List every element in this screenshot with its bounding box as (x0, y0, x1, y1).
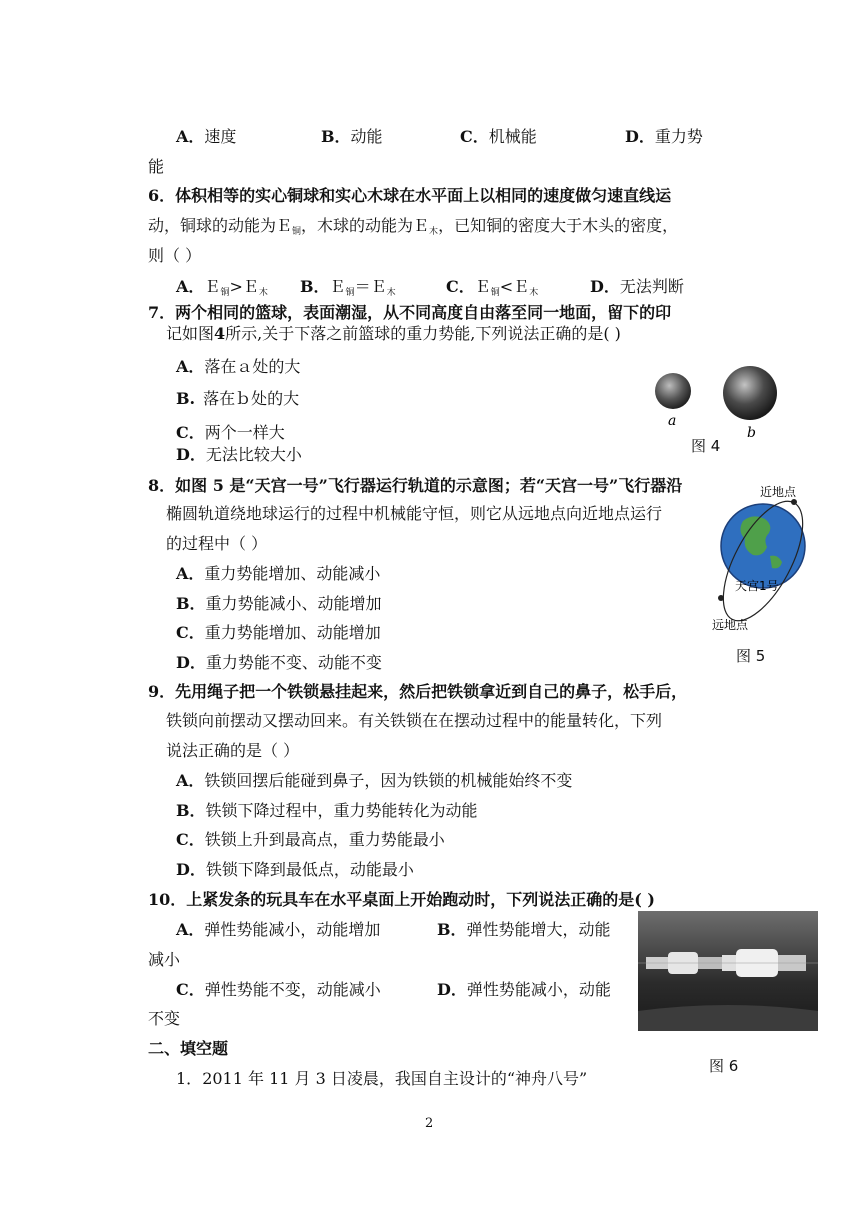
section-2-q1-number: 1． (176, 1069, 203, 1088)
q10-wrap-1: 减小 (148, 950, 181, 969)
q8-option-a-text: 重力势能增加、动能减小 (204, 564, 381, 583)
figure-5-orbit-diagram (708, 486, 818, 636)
page-number: 2 (425, 1116, 434, 1131)
q7-option-c (176, 422, 285, 444)
q6-option-b-rel: ＝Ｅ (354, 277, 387, 296)
q9-option-c (176, 829, 445, 851)
q5-option-d-label: D． (625, 127, 655, 146)
q7-option-c-label: C． (176, 423, 205, 442)
perigee-point (791, 499, 797, 505)
q6-stem-2a: 动，铜球的动能为Ｅ (148, 216, 293, 235)
q7-stem-1: 两个相同的篮球，表面潮湿，从不同高度自由落至同一地面，留下的印 (175, 303, 672, 322)
q6-stem-2c: ，已知铜的密度大于木头的密度， (438, 216, 679, 235)
mark-b-circle (723, 366, 777, 420)
q10-option-c-text: 弹性势能不变，动能减小 (204, 980, 381, 999)
q6-option-a-rel: >Ｅ (229, 277, 259, 296)
q8-option-b-text: 重力势能减小、动能增加 (205, 594, 382, 613)
q8-option-a (176, 563, 380, 585)
q5-option-a-label: A． (176, 127, 205, 146)
q6-sub-cu: 铜 (292, 227, 302, 237)
q6-option-c-label: C． (446, 277, 475, 296)
q8-option-d (176, 652, 382, 674)
q8-option-b (176, 593, 382, 615)
q5-option-c-text: 机械能 (488, 127, 537, 146)
q7-option-d-text: 无法比较大小 (205, 445, 302, 464)
q8-option-c (176, 622, 381, 644)
section-2-q1 (176, 1068, 587, 1090)
q7-option-d-label: D． (176, 445, 206, 464)
q6-option-c-sub1: 铜 (490, 288, 500, 298)
q10-line1 (148, 889, 655, 911)
q5-option-b-text: 动能 (350, 127, 383, 146)
q6-option-b-e1: Ｅ (329, 277, 346, 296)
q9-line3: 说法正确的是（ ） (166, 741, 300, 760)
q8-option-a-label: A． (176, 564, 205, 583)
q10-option-c (176, 979, 381, 1001)
q10-option-d (437, 979, 611, 1001)
q10-stem-1: 上紧发条的玩具车在水平桌面上开始跑动时，下列说法正确的是( ) (186, 890, 655, 909)
q10-option-a-text: 弹性势能减小，动能增加 (204, 920, 381, 939)
q7-option-b-text: 落在ｂ处的大 (203, 389, 300, 408)
q5-option-d (625, 126, 703, 148)
q7-line2 (166, 323, 621, 345)
q6-option-d-text: 无法判断 (619, 277, 684, 296)
q6-option-a-e1: Ｅ (204, 277, 221, 296)
section-2-q1-text: 2011 年 11 月 3 日凌晨，我国自主设计的“神舟八号” (202, 1069, 588, 1088)
q7-option-b-label: B. (176, 389, 196, 408)
q5-wrap: 能 (148, 157, 165, 176)
q6-option-a-sub2: 木 (258, 288, 268, 298)
q7-fig-ref: 4 (214, 324, 226, 343)
mark-b-label: b (747, 425, 756, 441)
q9-option-a (176, 770, 572, 792)
q5-option-b (321, 126, 383, 148)
q6-option-a-sub1: 铜 (220, 288, 230, 298)
q10-option-d-label: D． (437, 980, 467, 999)
q7-stem-2b: 所示,关于下落之前篮球的重力势能,下列说法正确的是( ) (225, 324, 621, 343)
q5-option-d-text: 重力势 (654, 127, 703, 146)
q6-stem-2b: ，木球的动能为Ｅ (301, 216, 430, 235)
q10-option-b-text: 弹性势能增大，动能 (466, 920, 611, 939)
q8-option-c-label: C． (176, 623, 205, 642)
q6-line1 (148, 185, 671, 207)
figure-4-basketball-marks (650, 362, 790, 442)
q7-option-a (176, 356, 300, 378)
q9-line2: 铁锁向前摆动又摆动回来。有关铁锁在在摆动过程中的能量转化，下列 (166, 711, 663, 730)
figure-4-caption: 图 4 (691, 437, 721, 455)
q10-option-d-text: 弹性势能减小，动能 (466, 980, 611, 999)
q6-option-b-label: B． (300, 277, 330, 296)
q6-option-c (446, 276, 538, 304)
q5-option-c (460, 126, 537, 148)
mark-a-label: a (668, 413, 677, 429)
q6-stem-1: 体积相等的实心铜球和实心木球在水平面上以相同的速度做匀速直线运 (175, 186, 672, 205)
q6-sub-mu: 木 (429, 227, 439, 237)
q9-number: 9． (148, 682, 176, 701)
q7-stem-2a: 记如图 (166, 324, 215, 343)
q6-option-b (300, 276, 396, 304)
figure-5-caption: 图 5 (736, 647, 766, 665)
q7-option-a-text: 落在ａ处的大 (204, 357, 301, 376)
q9-option-b-label: B． (176, 801, 206, 820)
q6-option-b-sub2: 木 (386, 288, 396, 298)
q9-option-c-text: 铁锁上升到最高点，重力势能最小 (204, 830, 445, 849)
q8-line3: 的过程中（ ） (166, 534, 268, 553)
q8-option-c-text: 重力势能增加、动能增加 (204, 623, 381, 642)
q10-number: 10． (148, 890, 187, 909)
q10-option-a (176, 919, 380, 941)
q9-option-a-label: A． (176, 771, 205, 790)
perigee-label: 近地点 (760, 485, 797, 499)
q5-option-b-label: B． (321, 127, 351, 146)
section-2-title: 二、填空题 (148, 1039, 229, 1058)
q9-option-c-label: C． (176, 830, 205, 849)
q7-number: 7． (148, 303, 176, 322)
q9-option-a-text: 铁锁回摆后能碰到鼻子，因为铁锁的机械能始终不变 (204, 771, 573, 790)
q9-option-b-text: 铁锁下降过程中，重力势能转化为动能 (205, 801, 478, 820)
q9-option-d (176, 859, 414, 881)
q8-option-d-text: 重力势能不变、动能不变 (205, 653, 382, 672)
q7-option-d (176, 444, 302, 466)
q10-option-b-label: B． (437, 920, 467, 939)
q9-line1 (148, 681, 687, 703)
figure-6-caption: 图 6 (709, 1057, 739, 1075)
q9-option-b (176, 800, 478, 822)
q8-line1 (148, 475, 682, 497)
q6-number: 6． (148, 186, 176, 205)
craft-label: 天宫1号 (735, 579, 779, 593)
q6-option-d (590, 276, 684, 298)
q7-line1 (148, 302, 671, 324)
q8-line2: 椭圆轨道绕地球运行的过程中机械能守恒，则它从远地点向近地点运行 (166, 504, 663, 523)
q9-stem-1: 先用绳子把一个铁锁悬挂起来，然后把铁锁拿近到自己的鼻子，松手后， (175, 682, 688, 701)
q6-line3: 则（ ） (148, 246, 202, 265)
apogee-point (718, 595, 724, 601)
q6-option-a (176, 276, 268, 304)
q10-option-a-label: A． (176, 920, 205, 939)
q6-line2 (148, 215, 678, 243)
q7-option-c-text: 两个一样大 (204, 423, 285, 442)
q10-option-b (437, 919, 611, 941)
q6-option-c-e1: Ｅ (474, 277, 491, 296)
figure-6-docking-photo (638, 911, 818, 1031)
q6-option-a-label: A． (176, 277, 205, 296)
q9-option-d-label: D． (176, 860, 206, 879)
earth-horizon (638, 1005, 818, 1031)
q10-wrap-2: 不变 (148, 1009, 181, 1028)
q6-option-b-sub1: 铜 (345, 288, 355, 298)
mark-a-circle (655, 373, 691, 409)
q8-number: 8． (148, 476, 176, 495)
q5-options-line (176, 126, 236, 148)
q7-option-b (176, 388, 299, 410)
q5-option-c-label: C． (460, 127, 489, 146)
q5-option-a-text: 速度 (204, 127, 237, 146)
q7-option-a-label: A． (176, 357, 205, 376)
q10-option-c-label: C． (176, 980, 205, 999)
q8-option-d-label: D． (176, 653, 206, 672)
q6-option-c-rel: <Ｅ (499, 277, 530, 296)
q9-option-d-text: 铁锁下降到最低点，动能最小 (205, 860, 414, 879)
apogee-label: 远地点 (712, 618, 749, 632)
q6-option-c-sub2: 木 (529, 288, 539, 298)
q8-option-b-label: B． (176, 594, 206, 613)
q8-stem-1: 如图 5 是“天宫一号”飞行器运行轨道的示意图；若“天宫一号”飞行器沿 (175, 476, 683, 495)
q6-option-d-label: D． (590, 277, 620, 296)
